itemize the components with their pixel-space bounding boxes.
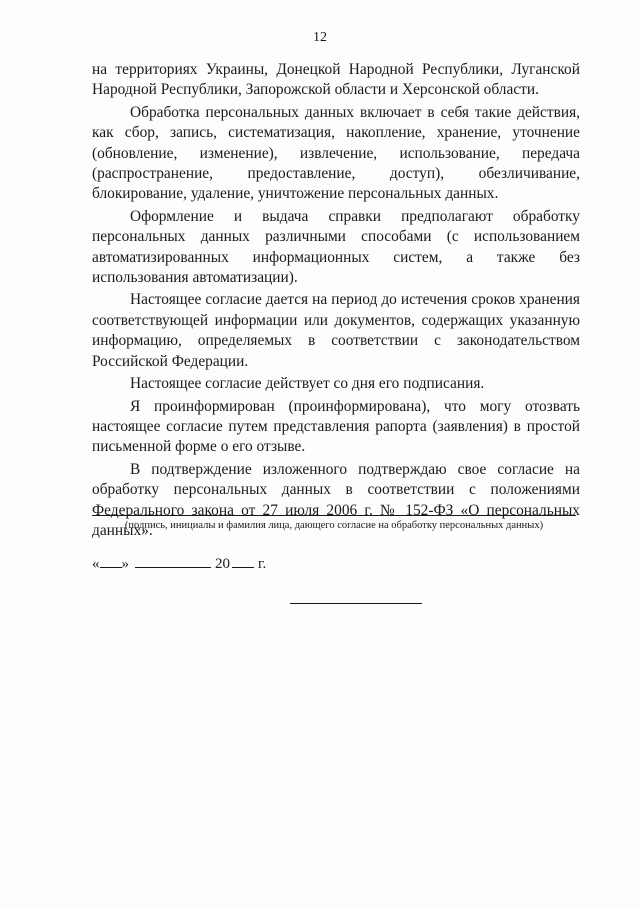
year-suffix: г. [258,556,267,572]
date-close-quote: » [121,556,129,572]
signature-line[interactable] [92,515,576,516]
document-body [92,60,580,541]
page-number: 12 [313,30,327,45]
date-field [92,553,266,574]
paragraph-processing-methods: Оформление и выдача справки предполагают обработку персональных данных различными способами (с использованием автоматизированных информационных систем, а также без использования автоматизации). [92,207,580,287]
year-century: 20 [215,556,230,572]
paragraph-validity-period: Настоящее согласие дается на период до истечения сроков хранения соответствующей информации или документов, содержащих указанную информацию, определяемых в соответствии с законодательством Российской Федерации. [92,291,580,370]
paragraph-confirmation: В подтверждение изложенного подтверждаю свое согласие на обработку персональных данных в соответствии с положениями Федерального закона от 27 июля 2006 г. № 152-ФЗ «О персональных данных». [92,460,580,539]
paragraph-revocation: Я проинформирован (проинформирована), что могу отозвать настоящее согласие путем представления рапорта (заявления) в простой письменной форме о его отзыве. [92,397,580,456]
day-blank[interactable] [100,553,122,568]
paragraph-effective-date: Настоящее согласие действует со дня его подписания. [130,375,485,393]
date-open-quote: « [92,556,100,572]
bottom-separator-line [290,603,422,604]
paragraph-continuation: на территориях Украины, Донецкой Народной Республики, Луганской Народной Республики, Запорожской области и Херсонской области. [92,61,580,99]
month-blank[interactable] [135,553,211,568]
year-blank[interactable] [232,553,254,568]
signature-caption: (подпись, инициалы и фамилия лица, дающего согласие на обработку персональных данных) [124,520,544,531]
paragraph-processing-actions: Обработка персональных данных включает в себя такие действия, как сбор, запись, систематизация, накопление, хранение, уточнение (обновление, изменение), извлечение, использование, передача (распространение, предоставление, доступ), обезличивание, блокирование, удаление, уничтожение персональных данных. [92,103,580,203]
